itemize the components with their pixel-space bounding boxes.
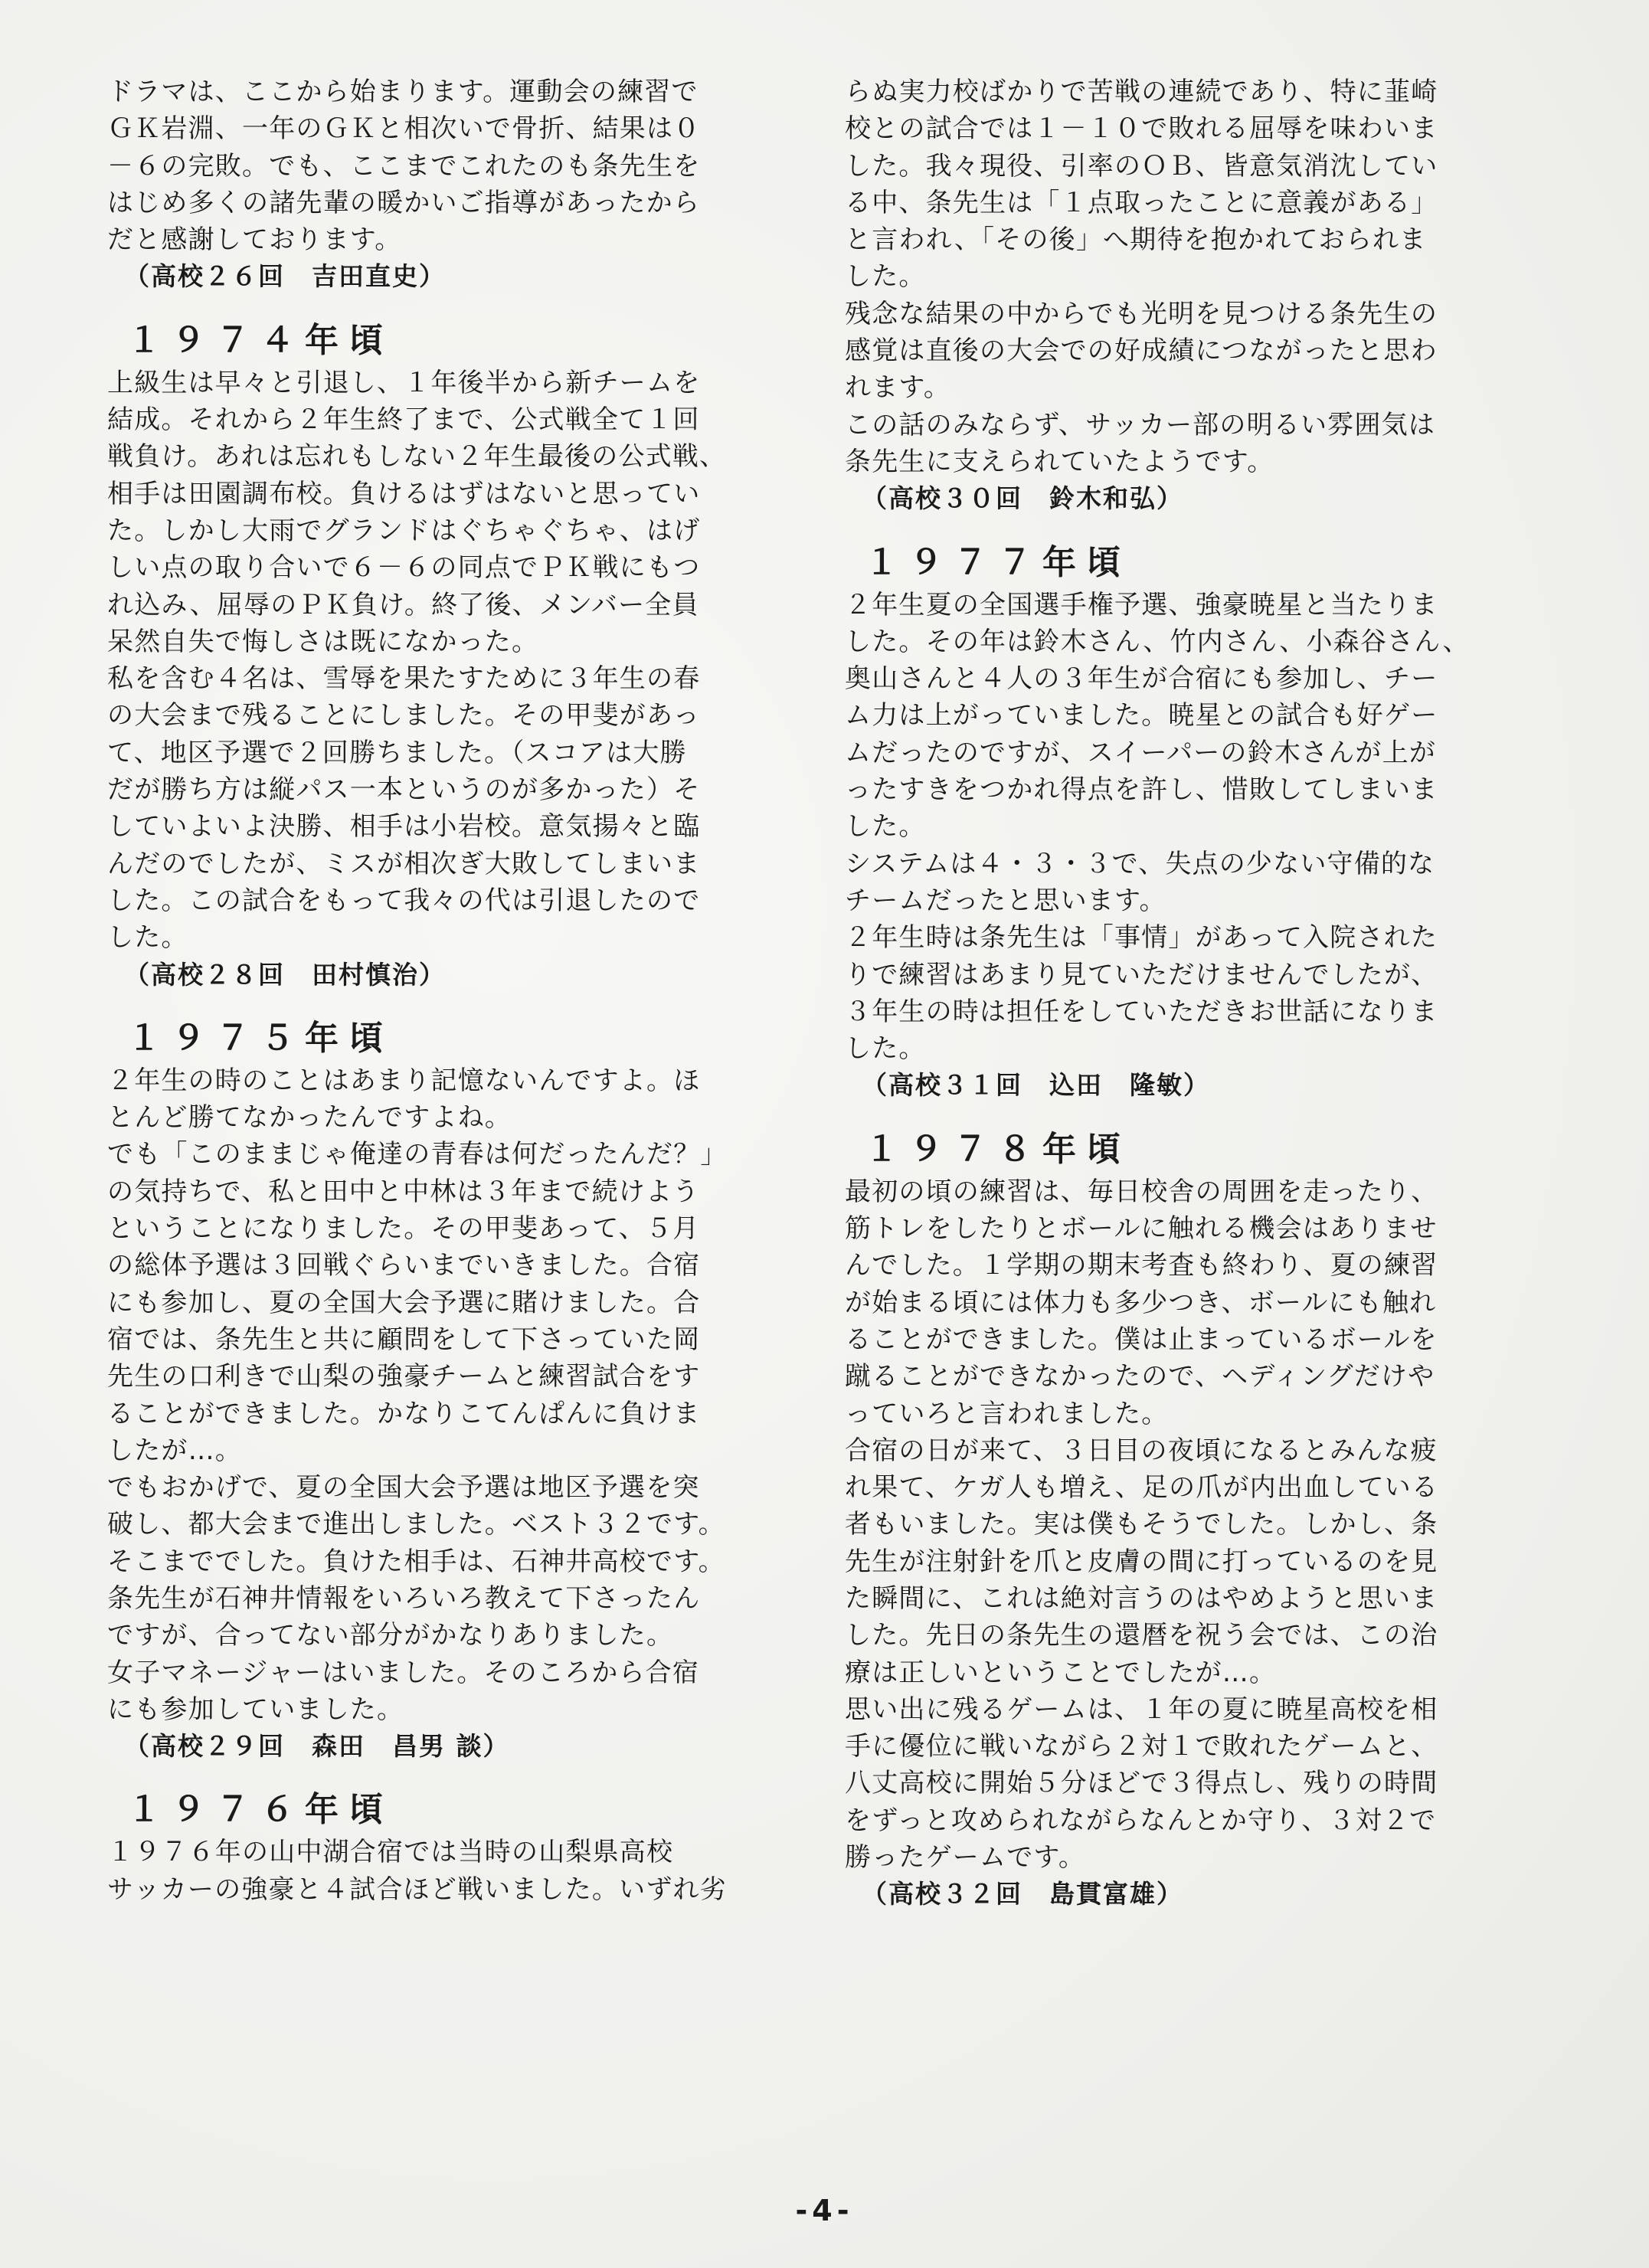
heading-1976: １９７６年頃 bbox=[127, 1790, 394, 1830]
paragraph-1975-1: ２年生の時のことはあまり記憶ないんですよ。ほ とんど勝てなかったんですよね。 bbox=[107, 1065, 701, 1134]
paragraph-1975-2: でも「このままじゃ俺達の青春は何だったんだ？」 の気持ちで、私と田中と中林は３年まで続けよう ということになりました。その甲斐あって、５月 の総体予選は３回戦ぐらいまでいきました。合宿 にも参加し、夏の全国大会予選に賭けました。合 宿では、条先生と共に顧問をして下さっていた岡 先生の口利きで山梨の強豪チームと練習試合をす ることができました。かなりこてんぱんに負けま したが…。 bbox=[107, 1139, 728, 1466]
signature-1976: （高校３０回 鈴木和弘） bbox=[862, 483, 1183, 514]
paragraph-1976-2: 残念な結果の中からでも光明を見つける条先生の 感覚は直後の大会での好成績につながったと思わ れます。 bbox=[845, 298, 1438, 404]
page-number: -4- bbox=[795, 2194, 854, 2227]
paragraph-1977-3: ２年生時は条先生は「事情」があって入院された りで練習はあまり見ていただけませんでしたが、 ３年生の時は担任をしていただきお世話になりま した。 bbox=[845, 922, 1438, 1065]
left-column bbox=[107, 74, 797, 1908]
heading-1978: １９７８年頃 bbox=[865, 1129, 1131, 1169]
heading-1977: １９７７年頃 bbox=[865, 542, 1131, 582]
signature-1974: （高校２８回 田村慎治） bbox=[124, 959, 446, 990]
paragraph-1978-2: 合宿の日が来て、３日目の夜頃になるとみんな疲 れ果て、ケガ人も増え、足の爪が内出血している 者もいました。実は僕もそうでした。しかし、条 先生が注射針を爪と皮膚の間に打っているのを見 た瞬間に、これは絶対言うのはやめようと思いま した。先日の条先生の還暦を祝う会では、この治 療は正しいということでしたが…。 bbox=[845, 1435, 1439, 1688]
heading-1975: １９７５年頃 bbox=[127, 1018, 394, 1058]
signature-1978: （高校３２回 島貫富雄） bbox=[862, 1879, 1183, 1910]
paragraph-1978-1: 最初の頃の練習は、毎日校舎の周囲を走ったり、 筋トレをしたりとボールに触れる機会はありませ んでした。１学期の期末考査も終わり、夏の練習 が始まる頃には体力も多少つき、ボールにも触れ ることができました。僕は止まっているボールを 蹴ることができなかったので、ヘディングだけや っていろと言われました。 bbox=[845, 1176, 1438, 1429]
signature-1977: （高校３１回 込田 隆敏） bbox=[862, 1070, 1210, 1101]
intro-signature: （高校２６回 吉田直史） bbox=[124, 261, 446, 292]
paragraph-1975-4: 女子マネージャーはいました。そのころから合宿 にも参加していました。 bbox=[107, 1657, 700, 1725]
paragraph-1977-1: ２年生夏の全国選手権予選、強豪暁星と当たりま した。その年は鈴木さん、竹内さん、小森谷さん、 奥山さんと４人の３年生が合宿にも参加し、チー ム力は上がっていました。暁星との試合も好ゲー ムだったのですが、スイーパーの鈴木さんが上が ったすきをつかれ得点を許し、惜敗してしまいま した。 bbox=[845, 589, 1470, 843]
paragraph-1978-3: 思い出に残るゲームは、１年の夏に暁星高校を相 手に優位に戦いながら２対１で敗れたゲームと、 八丈高校に開始５分ほどで３得点し、残りの時間 をずっと攻められながらなんとか守り、３対２で 勝ったゲームです。 bbox=[845, 1694, 1438, 1874]
paragraph-1975-3: でもおかげで、夏の全国大会予選は地区予選を突 破し、都大会まで進出しました。ベスト３２です。 そこまででした。負けた相手は、石神井高校です。 条先生が石神井情報をいろいろ教えて下さったん ですが、合ってない部分がかなりありました。 bbox=[107, 1472, 725, 1651]
signature-1975: （高校２９回 森田 昌男 談） bbox=[124, 1731, 510, 1762]
paragraph-1976-3: この話のみならず、サッカー部の明るい雰囲気は 条先生に支えられていたようです。 bbox=[845, 409, 1435, 477]
paragraph-1976-continued: らぬ実力校ばかりで苦戦の連続であり、特に韮崎 校との試合では１－１０で敗れる屈辱を味わいま した。我々現役、引率のＯＢ、皆意気消沈してい る中、条先生は「１点取ったことに意義がある」 と言われ、「その後」へ期待を抱かれておられま した。 bbox=[845, 77, 1438, 293]
paragraph-1974-1: 上級生は早々と引退し、１年後半から新チームを 結成。それから２年生終了まで、公式戦全て１回 戦負け。あれは忘れもしない２年生最後の公式戦、 相手は田園調布校。負けるはずはないと思ってい た。しかし大雨でグランドはぐちゃぐちゃ、はげ しい点の取り合いで６－６の同点でＰＫ戦にもつ れ込み、屈辱のＰＫ負け。終了後、メンバー全員 呆然自失で悔しさは既になかった。 bbox=[107, 367, 727, 657]
paragraph-1976-1: １９７６年の山中湖合宿では当時の山梨県高校 サッカーの強豪と４試合ほど戦いました。いずれ劣 bbox=[107, 1837, 727, 1905]
right-column bbox=[845, 74, 1557, 1913]
paragraph-1977-2: システムは４・３・３で、失点の少ない守備的な チームだったと思います。 bbox=[845, 848, 1435, 916]
paragraph-1974-2: 私を含む４名は、雪辱を果たすために３年生の春 の大会まで残ることにしました。その甲斐があっ て、地区予選で２回勝ちました。（スコアは大勝 だが勝ち方は縦パス一本というのが多かった）そ していよいよ決勝、相手は小岩校。意気揚々と臨 んだのでしたが、ミスが相次ぎ大敗してしまいま した。この試合をもって我々の代は引退したので した。 bbox=[107, 663, 701, 954]
intro-paragraph: ドラマは、ここから始まります。運動会の練習で ＧＫ岩淵、一年のＧＫと相次いで骨折、結果は０ －６の完敗。でも、ここまでこれたのも条先生を はじめ多くの諸先輩の暖かいご指導があったから だと感謝しております。 bbox=[107, 77, 701, 256]
heading-1974: １９７４年頃 bbox=[127, 320, 394, 360]
